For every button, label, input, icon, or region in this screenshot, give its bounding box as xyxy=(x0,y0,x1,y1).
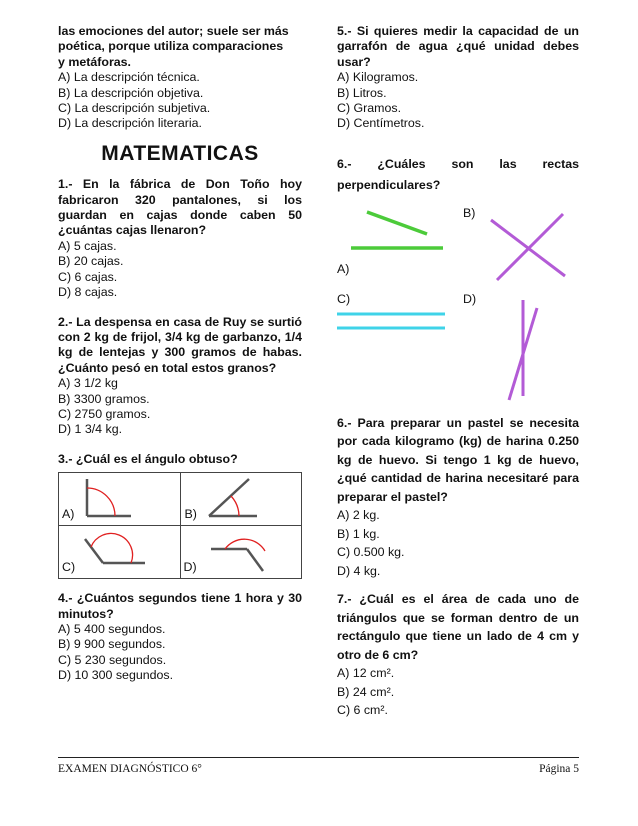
intro-line-1: las emociones del autor; suele ser más xyxy=(58,24,289,38)
page-number: Página 5 xyxy=(539,763,579,775)
angle-cell-c xyxy=(59,526,181,579)
right-column xyxy=(337,24,579,720)
angle-cell-b xyxy=(180,473,302,526)
q6b-option-c: C) 0.500 kg. xyxy=(337,545,405,560)
section-title: MATEMATICAS xyxy=(101,141,259,165)
angle-label-d: D) xyxy=(183,559,197,574)
angle-label-b: B) xyxy=(184,506,197,521)
angle-obtuse-figure-c xyxy=(79,529,149,575)
q1-option-a: A) 5 cajas. xyxy=(58,238,117,253)
angle-cell-a xyxy=(59,473,181,526)
q7-option-a: A) 12 cm². xyxy=(337,666,395,681)
line-a-1 xyxy=(367,212,427,234)
intro-option-c: C) La descripción subjetiva. xyxy=(58,101,211,116)
q2-option-b: B) 3300 gramos. xyxy=(58,391,150,406)
q3-text: 3.- ¿Cuál es el ángulo obtuso? xyxy=(58,451,238,466)
q2-option-a: A) 3 1/2 kg xyxy=(58,376,118,391)
q5-option-d: D) Centímetros. xyxy=(337,116,425,131)
angle-label-a: A) xyxy=(62,506,75,521)
angle-table xyxy=(58,472,302,579)
q6b-option-b: B) 1 kg. xyxy=(337,526,380,541)
q1-option-b: B) 20 cajas. xyxy=(58,254,124,269)
intro-option-b: B) La descripción objetiva. xyxy=(58,85,204,100)
lines-label-b: B) xyxy=(463,205,476,220)
q2-option-d: D) 1 3/4 kg. xyxy=(58,422,123,437)
lines-figure xyxy=(337,196,579,404)
q5-option-b: B) Litros. xyxy=(337,85,387,100)
q1-option-d: D) 8 cajas. xyxy=(58,285,118,300)
intro-option-d: D) La descripción literaria. xyxy=(58,116,202,131)
q7-text: 7.- ¿Cuál es el área de cada uno de triángulos que se forman dentro de un rectángulo que tiene un lado de 4 cm y otro de 6 cm? xyxy=(337,592,579,662)
angle-cell-d xyxy=(180,526,302,579)
lines-label-a: A) xyxy=(337,261,350,276)
left-column xyxy=(58,24,302,684)
angle-right-figure xyxy=(79,476,139,522)
q5-option-a: A) Kilogramos. xyxy=(337,70,419,85)
q1-option-c: C) 6 cajas. xyxy=(58,269,118,284)
q4-option-a: A) 5 400 segundos. xyxy=(58,621,166,636)
q6b-text: 6.- Para preparar un pastel se necesita por cada kilogramo (kg) de harina 0.250 kg de huevo. Si tengo 1 kg de huevo, ¿qué cantidad de harina necesitaré para preparar el pastel? xyxy=(337,415,579,504)
intro-option-a: A) La descripción técnica. xyxy=(58,70,200,85)
intro-line-2: poética, porque utiliza comparaciones xyxy=(58,39,284,54)
q6b-option-d: D) 4 kg. xyxy=(337,563,381,578)
q6a-text: 6.- ¿Cuáles son las rectas perpendiculares? xyxy=(337,156,579,192)
intro-line-3: y metáforas. xyxy=(58,54,132,69)
lines-label-d: D) xyxy=(463,291,477,306)
page-footer xyxy=(58,757,579,775)
angle-label-c: C) xyxy=(62,559,76,574)
q5-text: 5.- Si quieres medir la capacidad de un garrafón de agua ¿qué unidad debes usar? xyxy=(337,24,579,69)
q4-option-b: B) 9 900 segundos. xyxy=(58,637,166,652)
lines-drawing xyxy=(337,196,579,404)
angle-obtuse-figure-d xyxy=(207,529,277,575)
q5-option-c: C) Gramos. xyxy=(337,101,402,116)
q1-text: 1.- En la fábrica de Don Toño hoy fabricaron 320 pantalones, si los guardan en cajas donde caben 50 ¿cuántas cajas llenaron? xyxy=(58,177,302,238)
q4-option-d: D) 10 300 segundos. xyxy=(58,668,174,683)
q2-text: 2.- La despensa en casa de Ruy se surtió con 2 kg de frijol, 3/4 kg de garbanzo, 1/4 kg de lentejas y 300 gramos de habas. ¿Cuánto pesó en total estos granos? xyxy=(58,314,302,375)
q7-option-b: B) 24 cm². xyxy=(337,684,395,699)
q7-option-c: C) 6 cm². xyxy=(337,703,388,718)
line-b-2 xyxy=(497,214,563,280)
q4-text: 4.- ¿Cuántos segundos tiene 1 hora y 30 minutos? xyxy=(58,591,302,621)
q6b-option-a: A) 2 kg. xyxy=(337,508,380,523)
q4-option-c: C) 5 230 segundos. xyxy=(58,652,167,667)
lines-label-c: C) xyxy=(337,291,351,306)
q2-option-c: C) 2750 gramos. xyxy=(58,406,151,421)
footer-title: EXAMEN DIAGNÓSTICO 6° xyxy=(58,763,202,775)
angle-acute-figure xyxy=(203,476,263,522)
